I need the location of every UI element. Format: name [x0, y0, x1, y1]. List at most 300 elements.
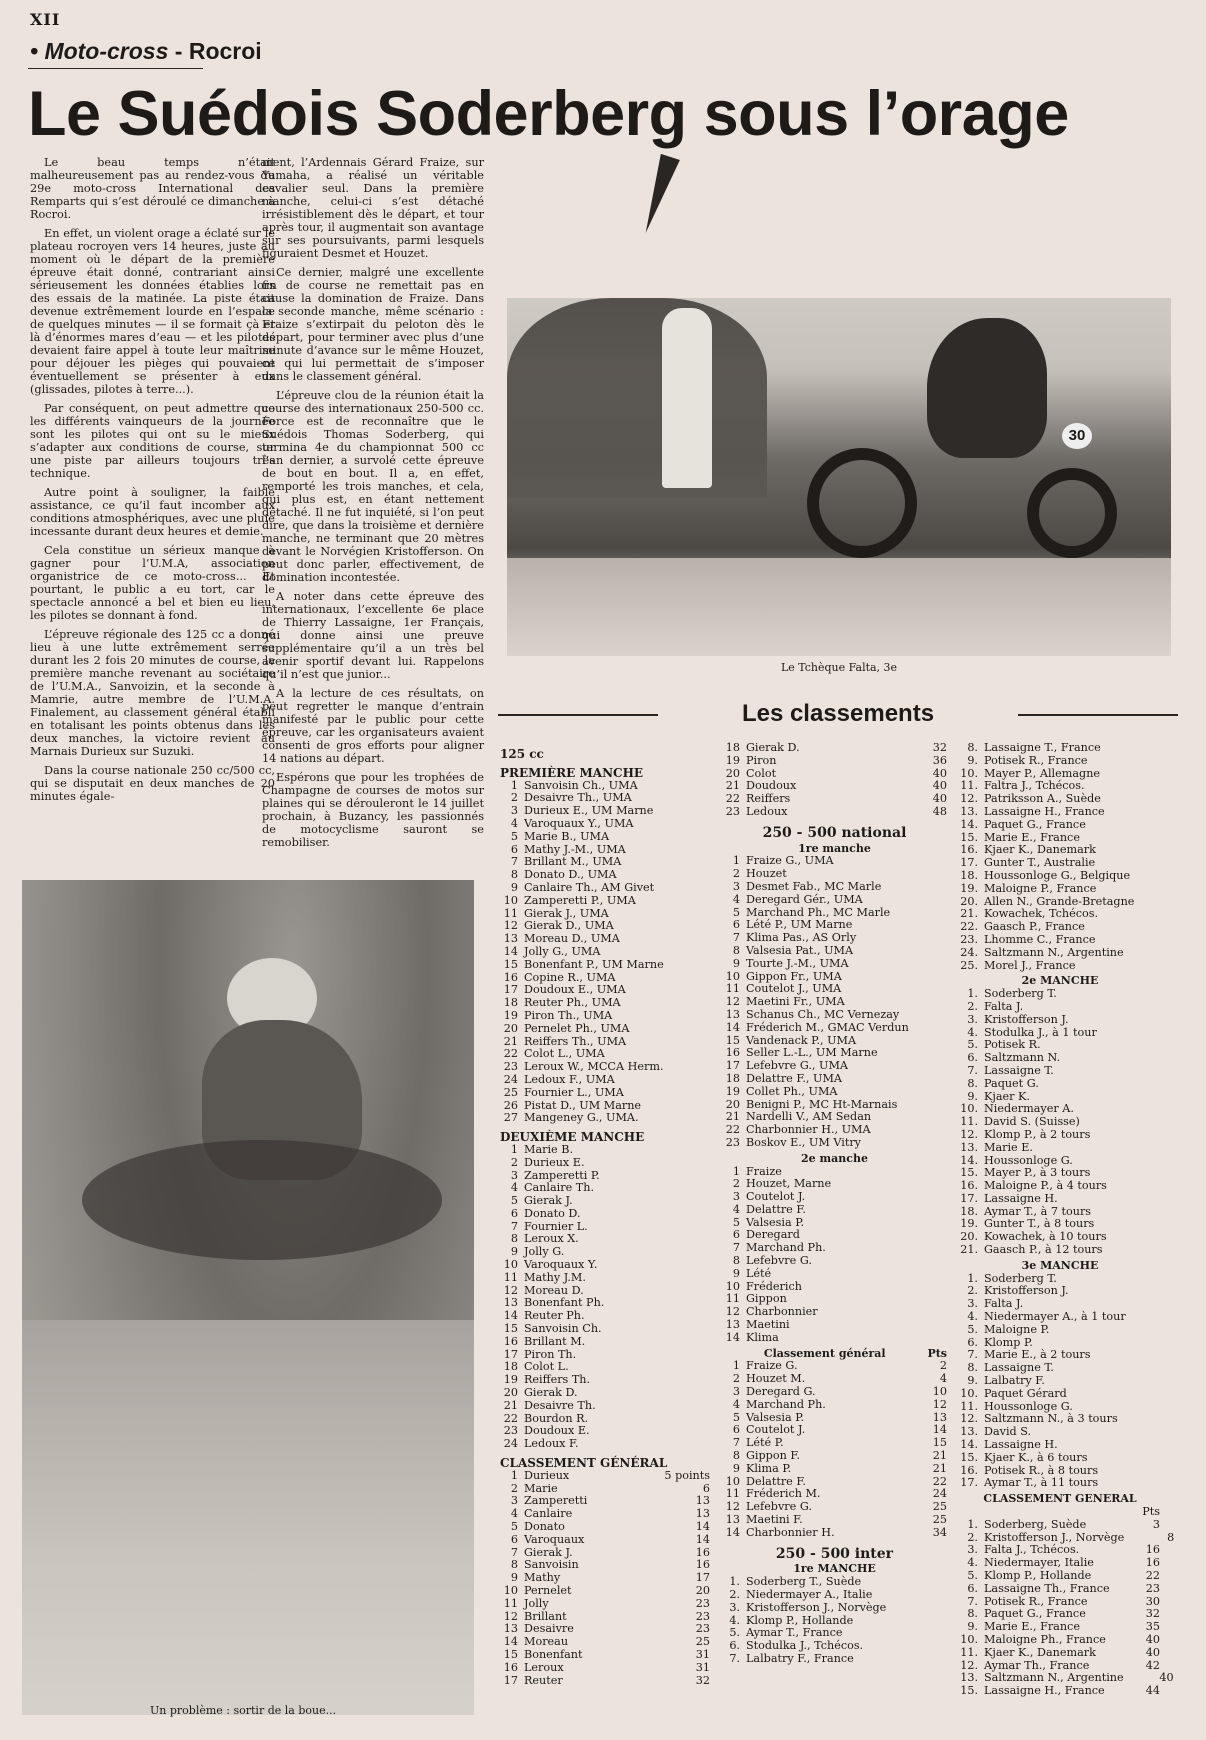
race-section-title: 250 - 500 national — [762, 824, 907, 841]
result-name: Delattre F. — [746, 1474, 806, 1488]
result-rank: 3 — [732, 1190, 740, 1204]
result-points: 42 — [1145, 1658, 1160, 1672]
result-name: Aymar T., à 11 tours — [984, 1476, 1099, 1490]
results-column-2 — [722, 742, 947, 1666]
result-name: Desaivre Th., UMA — [524, 791, 632, 805]
result-rank: 7. — [967, 1348, 978, 1362]
result-name: Zamperetti P. — [524, 1168, 600, 1182]
result-name: Marie E., à 2 tours — [984, 1348, 1091, 1362]
result-rank: 2 — [510, 1481, 518, 1495]
result-rank: 25 — [503, 1085, 518, 1099]
result-points: 15 — [932, 1436, 947, 1450]
result-name: Stodulka J., Tchécos. — [746, 1639, 864, 1653]
result-rank: 5. — [729, 1626, 740, 1640]
result-name: Lassaigne H. — [984, 1438, 1058, 1452]
result-name: Boskov E., UM Vitry — [746, 1135, 861, 1149]
result-name: Marie — [524, 1481, 558, 1495]
result-name: Kjaer K., à 6 tours — [984, 1450, 1088, 1464]
result-rank: 13 — [503, 1296, 518, 1310]
result-name: Donato D., UMA — [524, 868, 617, 882]
result-rank: 5 — [732, 1410, 740, 1424]
result-name: Falta J. — [984, 999, 1024, 1013]
result-rank: 20 — [503, 1386, 518, 1400]
result-rank: 11 — [725, 1292, 740, 1306]
result-rank: 8 — [732, 1254, 740, 1268]
result-rank: 12 — [725, 1500, 740, 1514]
result-row — [500, 946, 710, 959]
result-rank: 8 — [732, 1449, 740, 1463]
result-rank: 12. — [960, 1412, 978, 1426]
result-rank: 18 — [503, 1360, 518, 1374]
result-rank: 2 — [510, 1155, 518, 1169]
article-paragraph: En effet, un violent orage a éclaté sur le plateau rocroyen vers 14 heures, juste au moment où le départ de la première épreuve était donné, contrariant ainsi sérieusement les données établies lors des essais de la matinée. La piste était devenue extrêmement lourde en l’espace de quelques minutes — il se formait çà et là d’énormes mares d’eau — et les pilotes devaient faire appel à toute leur maîtrise pour déjouer les pièges qui pouvaient éventuellement se présenter à eux (glissades, pilotes à terre...). — [30, 227, 275, 396]
result-rank: 16. — [960, 1463, 978, 1477]
result-name: Klomp P., Hollande — [984, 1569, 1092, 1582]
result-rank: 5 — [510, 829, 518, 843]
result-rank: 14. — [960, 1153, 978, 1167]
result-rank: 19 — [503, 1373, 518, 1387]
motorbike-wheel-front — [807, 448, 917, 558]
result-rank: 21 — [725, 779, 740, 793]
result-rank: 17 — [503, 983, 518, 997]
result-row — [500, 1144, 710, 1157]
result-row — [960, 1065, 1160, 1078]
result-rank: 14. — [960, 817, 978, 831]
result-name: Lassaigne Th., France — [984, 1581, 1110, 1595]
result-name: Nardelli V., AM Sedan — [746, 1110, 872, 1124]
result-points: 4 — [939, 1372, 947, 1386]
result-row — [722, 1589, 947, 1602]
result-rank: 2. — [967, 1284, 978, 1298]
result-name: Niedermayer, Italie — [984, 1556, 1094, 1570]
result-row — [722, 1191, 947, 1204]
result-name: Allen N., Grande-Bretagne — [984, 894, 1135, 908]
section-heading: 2e manche — [801, 1151, 868, 1165]
result-rank: 4. — [967, 1556, 978, 1570]
result-name: Copine R., UMA — [524, 970, 616, 984]
result-name: Seller L.-L., UM Marne — [746, 1046, 878, 1060]
result-rank: 22 — [725, 1123, 740, 1137]
result-rank: 13 — [725, 1513, 740, 1527]
result-points: 35 — [1145, 1620, 1160, 1634]
result-name: Marie B. — [524, 1142, 574, 1156]
result-name: Jolly G. — [524, 1245, 565, 1259]
result-rank: 13. — [960, 1140, 978, 1154]
result-row — [500, 1534, 710, 1547]
result-row — [500, 1061, 710, 1074]
result-name: Paquet Gérard — [984, 1386, 1067, 1400]
result-name: Reiffers — [746, 792, 791, 806]
result-name: Patriksson A., Suède — [984, 792, 1101, 806]
result-points: 12 — [932, 1397, 947, 1411]
result-row — [960, 1647, 1160, 1660]
result-name: Charbonnier H., UMA — [746, 1123, 871, 1137]
result-points: 23 — [695, 1622, 710, 1636]
results-column-1 — [500, 742, 710, 1687]
article-paragraph: Dans la course nationale 250 cc/500 cc, qui se disputait en deux manches de 20 minutes égale- — [30, 764, 275, 803]
result-rank: 4. — [967, 1310, 978, 1324]
result-name: Gippon F. — [746, 1449, 800, 1463]
result-rank: 9. — [967, 1089, 978, 1103]
photo-motocross-rider-falta — [507, 298, 1171, 656]
result-name: Leroux X. — [524, 1232, 579, 1246]
result-name: Bonenfant P., UM Marne — [524, 957, 664, 971]
result-rank: 1. — [729, 1575, 740, 1589]
result-rank: 5. — [967, 1569, 978, 1582]
result-name: Lalbatry F., France — [746, 1651, 854, 1665]
result-name: Kowachek, Tchécos. — [984, 907, 1099, 921]
result-name: Marchand Ph., MC Marle — [746, 905, 891, 919]
result-rank: 19. — [960, 1217, 978, 1231]
result-rank: 3. — [967, 1543, 978, 1557]
section-heading: 3e MANCHE — [1021, 1258, 1099, 1272]
result-rank: 6 — [510, 842, 518, 856]
result-rank: 1 — [510, 1142, 518, 1156]
result-rank: 15 — [503, 1647, 518, 1661]
result-row — [722, 1009, 947, 1022]
result-rank: 4 — [732, 1397, 740, 1411]
result-row — [960, 1685, 1160, 1698]
result-row — [960, 1570, 1160, 1583]
result-row — [500, 882, 710, 895]
result-name: Klima Pas., AS Orly — [746, 931, 857, 945]
result-rank: 16. — [960, 1179, 978, 1193]
result-name: Houssonloge G. — [984, 1153, 1073, 1167]
result-name: Pernelet Ph., UMA — [524, 1021, 630, 1035]
result-name: Paquet G., France — [984, 1607, 1086, 1621]
result-row — [722, 1653, 947, 1666]
result-rank: 17. — [960, 1191, 978, 1205]
result-rank: 5 — [732, 1215, 740, 1229]
result-name: Paquet G., France — [984, 817, 1086, 831]
result-rank: 18. — [960, 868, 978, 882]
result-row — [500, 1323, 710, 1336]
section-heading: DEUXIÈME MANCHE — [500, 1130, 645, 1145]
result-name: Fréderich — [746, 1279, 802, 1293]
white-coat-figure — [662, 308, 712, 488]
rubric-underline — [28, 68, 203, 69]
result-points: 23 — [1145, 1581, 1160, 1595]
result-row — [960, 960, 1160, 973]
result-rank: 1 — [510, 1468, 518, 1482]
result-rank: 21 — [503, 1398, 518, 1412]
result-name: Brillant M. — [524, 1334, 586, 1348]
result-name: Houzet, Marne — [746, 1177, 832, 1191]
result-rank: 24 — [503, 1437, 518, 1451]
article-paragraph: Autre point à souligner, la faible assistance, ce qu’il faut incomber aux conditions atmosphériques, avec une pluie incessante durant deux heures et demie. — [30, 486, 275, 538]
result-rank: 19. — [960, 881, 978, 895]
result-name: Mayer P., à 3 tours — [984, 1166, 1091, 1180]
result-row — [960, 1375, 1160, 1388]
article-column-1 — [30, 156, 275, 809]
result-name: Varoquaux Y. — [524, 1258, 598, 1272]
result-name: Potisek R., à 8 tours — [984, 1463, 1099, 1477]
result-row — [960, 1180, 1160, 1193]
result-name: Kristofferson J., Norvège — [746, 1600, 887, 1614]
result-rank: 17. — [960, 1476, 978, 1490]
result-name: Gierak D., UMA — [524, 919, 614, 933]
result-rank: 27 — [503, 1111, 518, 1125]
result-rank: 15. — [960, 830, 978, 844]
result-points: 6 — [702, 1481, 710, 1495]
result-rank: 23 — [503, 1424, 518, 1438]
result-rank: 5 — [732, 905, 740, 919]
result-name: Charbonnier — [746, 1305, 818, 1319]
result-rank: 20 — [503, 1021, 518, 1035]
result-name: Lassaigne H. — [984, 1191, 1058, 1205]
result-row — [960, 1324, 1160, 1337]
result-name: Reiffers Th. — [524, 1373, 591, 1387]
result-rank: 12. — [960, 1127, 978, 1141]
result-row — [960, 755, 1160, 768]
result-rank: 19 — [725, 1084, 740, 1098]
result-rank: 4 — [732, 1202, 740, 1216]
page-number: XII — [30, 10, 61, 29]
result-name: Lété — [746, 1266, 772, 1280]
result-rank: 6 — [510, 1206, 518, 1220]
result-rank: 14 — [725, 1020, 740, 1034]
result-rank: 3 — [732, 1385, 740, 1399]
result-rank: 10 — [725, 1474, 740, 1488]
result-rank: 10. — [960, 1386, 978, 1400]
result-name: Kowachek, à 10 tours — [984, 1230, 1107, 1244]
result-name: Klima P. — [746, 1461, 792, 1475]
result-rank: 6 — [732, 1423, 740, 1437]
result-rank: 7 — [732, 1436, 740, 1450]
result-row — [500, 1470, 710, 1483]
classements-title: Les classements — [498, 700, 1178, 728]
result-rank: 4 — [510, 1507, 518, 1521]
result-row — [722, 1602, 947, 1615]
result-name: Gaasch P., France — [984, 920, 1085, 934]
result-name: Niedermayer A., Italie — [746, 1588, 873, 1601]
mud-splash — [82, 1140, 442, 1260]
result-points: 32 — [932, 741, 947, 754]
result-rank: 15 — [503, 1322, 518, 1336]
result-rank: 1 — [732, 854, 740, 868]
result-name: David S. — [984, 1425, 1032, 1439]
result-rank: 9 — [732, 956, 740, 970]
result-name: Lassaigne T. — [984, 1063, 1054, 1077]
article-paragraph: A la lecture de ces résultats, on peut regretter le manque d’entrain manifesté par le public pour cette épreuve, car les organisateurs avaient consenti de gros efforts pour aligner 14 nations au départ. — [262, 687, 484, 765]
result-rank: 8 — [510, 1232, 518, 1246]
result-rank: 6 — [510, 1532, 518, 1546]
result-name: Houssonloge G., Belgique — [984, 868, 1131, 882]
result-rank: 9 — [510, 880, 518, 894]
result-rank: 16 — [503, 1660, 518, 1674]
result-row — [500, 1521, 710, 1534]
result-name: Marie E., France — [984, 1620, 1080, 1634]
result-row — [722, 1399, 947, 1412]
result-points: 40 — [1145, 1632, 1160, 1646]
result-row — [722, 1319, 947, 1332]
result-points: 23 — [695, 1609, 710, 1623]
result-name: Doudoux E., UMA — [524, 983, 626, 997]
result-name: Brillant — [524, 1609, 567, 1623]
result-row — [960, 1244, 1160, 1257]
photo-rider-in-mud — [22, 880, 474, 1715]
result-name: Zamperetti P., UMA — [524, 893, 636, 907]
result-rank: 11 — [725, 1487, 740, 1501]
result-name: Mathy J.M. — [524, 1270, 586, 1284]
result-name: Potisek R. — [984, 1038, 1041, 1052]
result-points: 16 — [1145, 1556, 1160, 1570]
result-points: 16 — [695, 1545, 710, 1559]
result-name: Ledoux — [746, 804, 788, 818]
result-row — [722, 1073, 947, 1086]
result-name: Saltzmann N., Argentine — [984, 945, 1124, 959]
result-points: 13 — [695, 1507, 710, 1521]
result-points: 13 — [695, 1494, 710, 1508]
result-rank: 24 — [503, 1072, 518, 1086]
result-name: Potisek R., France — [984, 753, 1088, 767]
result-rank: 13 — [503, 932, 518, 946]
result-row — [500, 1438, 710, 1451]
result-rank: 1 — [732, 1359, 740, 1373]
result-row — [960, 1506, 1160, 1519]
result-rank: 1. — [967, 987, 978, 1001]
result-rank: 18 — [503, 996, 518, 1010]
result-rank: 2 — [510, 791, 518, 805]
result-name: Vandenack P., UMA — [746, 1033, 857, 1047]
result-rank: 12 — [725, 1305, 740, 1319]
result-rank: 16 — [503, 1334, 518, 1348]
result-points: 30 — [1145, 1594, 1160, 1608]
result-rank: 16 — [503, 970, 518, 984]
result-points: 8 — [1167, 1530, 1175, 1544]
result-rank: 2 — [732, 1372, 740, 1386]
result-rank: 8. — [967, 1361, 978, 1375]
result-row — [500, 959, 710, 972]
result-rank: 22. — [960, 920, 978, 934]
result-name: Reuter — [524, 1673, 563, 1687]
result-row — [960, 1477, 1160, 1490]
result-name: Reuter Ph., UMA — [524, 996, 621, 1010]
result-name: Colot — [746, 766, 777, 780]
result-name: Doudoux E. — [524, 1424, 590, 1438]
result-row — [960, 1311, 1160, 1324]
result-rank: 7 — [732, 931, 740, 945]
result-name: Stodulka J., à 1 tour — [984, 1025, 1097, 1039]
result-name: Marchand Ph. — [746, 1241, 826, 1255]
result-rank: 9. — [967, 753, 978, 767]
result-rank: 15 — [503, 957, 518, 971]
result-row — [500, 831, 710, 844]
result-rank: 18 — [725, 1071, 740, 1085]
result-row — [960, 870, 1160, 883]
result-row — [500, 895, 710, 908]
result-rank: 21. — [960, 1243, 978, 1257]
result-name: Reiffers Th., UMA — [524, 1034, 627, 1048]
result-row — [500, 1662, 710, 1675]
result-name: Lefebvre G. — [746, 1254, 812, 1268]
section-heading: CLASSEMENT GENERAL — [983, 1492, 1137, 1506]
result-rank: 9. — [967, 1620, 978, 1634]
result-name: Kjaer K. — [984, 1089, 1030, 1103]
result-rank: 12 — [503, 1283, 518, 1297]
result-name: Bonenfant Ph. — [524, 1296, 605, 1310]
result-rank: 13. — [960, 1425, 978, 1439]
result-rank: 7. — [967, 1063, 978, 1077]
result-name: Klima — [746, 1330, 779, 1344]
result-rank: 13 — [725, 1007, 740, 1021]
result-rank: 5 — [510, 1520, 518, 1534]
result-name: Sanvoisin Ch. — [524, 1322, 602, 1336]
result-name: Fréderich M. — [746, 1487, 821, 1501]
result-rank: 20 — [725, 766, 740, 780]
result-name: Kristofferson J. — [984, 1284, 1069, 1298]
result-points: 25 — [932, 1500, 947, 1514]
result-rank: 14 — [503, 1635, 518, 1649]
result-rank: 18. — [960, 1204, 978, 1218]
rubric-category: • Moto-cross — [30, 38, 169, 64]
result-row — [500, 1259, 710, 1272]
result-rank: 15 — [725, 1033, 740, 1047]
result-name: Maloigne Ph., France — [984, 1632, 1106, 1646]
result-name: Jolly — [524, 1596, 549, 1610]
result-rank: 15. — [960, 1166, 978, 1180]
result-name: Durieux E. — [524, 1155, 585, 1169]
flag-pole — [636, 154, 680, 236]
result-name: Lefebvre G., UMA — [746, 1059, 848, 1073]
result-row — [500, 1272, 710, 1285]
result-rank: 16. — [960, 843, 978, 857]
article-paragraph: Le beau temps n’était malheureusement pas au rendez-vous du 29e moto-cross International des Remparts qui s’est déroulé ce dimanche à Rocroi. — [30, 156, 275, 221]
result-points: 25 — [695, 1635, 710, 1649]
result-name: Faltra J., Tchécos. — [984, 779, 1085, 793]
result-rank: 2 — [732, 867, 740, 881]
result-rank: 10 — [725, 969, 740, 983]
result-rank: 9 — [510, 1245, 518, 1259]
points-header: Pts — [927, 1346, 947, 1360]
result-name: Moreau — [524, 1635, 569, 1649]
result-name: Valsesia P. — [746, 1410, 805, 1424]
result-name: Coutelot J., UMA — [746, 982, 842, 996]
result-name: Schanus Ch., MC Vernezay — [746, 1007, 900, 1021]
result-name: Ledoux F., UMA — [524, 1072, 615, 1086]
result-name: Gierak J. — [524, 1545, 573, 1559]
result-name: Soderberg T. — [984, 1271, 1057, 1285]
result-row — [722, 958, 947, 971]
result-rank: 9 — [732, 1461, 740, 1475]
result-rank: 23. — [960, 932, 978, 946]
result-name: Collet Ph., UMA — [746, 1084, 838, 1098]
result-rank: 25. — [960, 958, 978, 972]
result-points: Pts — [1142, 1505, 1160, 1519]
result-points: 32 — [695, 1673, 710, 1687]
result-name: Durieux E., UM Marne — [524, 804, 654, 818]
result-name: Valsesia P. — [746, 1215, 805, 1229]
result-rank: 10 — [503, 1584, 518, 1597]
result-row — [960, 1001, 1160, 1014]
result-row — [722, 1527, 947, 1540]
result-row — [722, 806, 947, 819]
result-row — [722, 894, 947, 907]
result-rank: 2. — [729, 1588, 740, 1601]
result-row — [500, 1387, 710, 1400]
result-name: Leroux W., MCCA Herm. — [524, 1060, 664, 1074]
result-row — [722, 1332, 947, 1345]
result-rank: 3 — [510, 1168, 518, 1182]
result-rank: 12. — [960, 1658, 978, 1672]
result-points: 13 — [932, 1410, 947, 1424]
result-name: Fraize — [746, 1164, 782, 1178]
result-rank: 17 — [725, 1059, 740, 1073]
result-points: 21 — [932, 1449, 947, 1463]
result-row — [722, 881, 947, 894]
result-row — [960, 1142, 1160, 1155]
result-rank: 10 — [503, 1258, 518, 1272]
